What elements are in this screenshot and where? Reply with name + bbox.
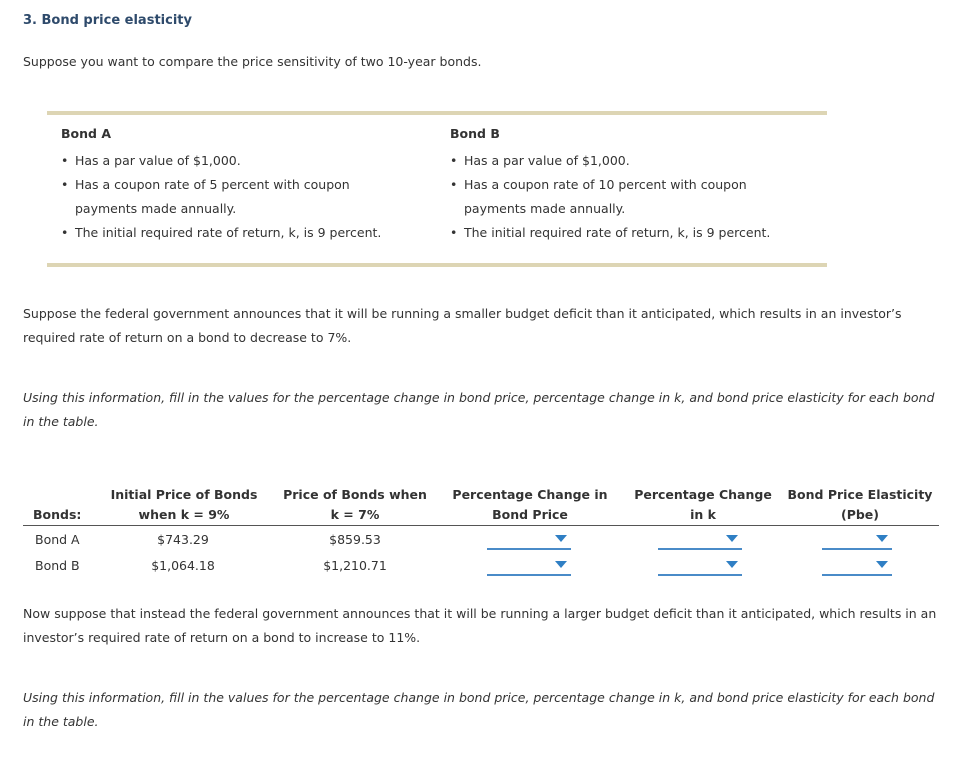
page-title: 3. Bond price elasticity xyxy=(23,13,192,28)
instruction-1-text: Using this information, fill in the values for the percentage change in bond price, percentage change in k, and bond price elasticity for each bond in the table. xyxy=(23,390,935,429)
list-item: • Has a coupon rate of 5 percent with coupon payments made annually. xyxy=(61,173,410,221)
row-b-elasticity-dropdown[interactable] xyxy=(822,558,892,576)
bond-b-panel xyxy=(450,126,810,245)
header-pct-change-k: Percentage Change in k xyxy=(634,487,772,522)
list-item: • The initial required rate of return, k, is 9 percent. xyxy=(61,221,421,245)
row-a-pct-change-price-dropdown[interactable] xyxy=(487,532,571,550)
bullet-icon: • xyxy=(450,153,458,168)
row-a-initial-price: $743.29 xyxy=(157,532,209,547)
row-a-pct-change-k-dropdown[interactable] xyxy=(658,532,742,550)
caret-down-icon xyxy=(726,561,738,568)
intro-text: Suppose you want to compare the price sensitivity of two 10-year bonds. xyxy=(23,54,482,69)
row-a-elasticity-dropdown[interactable] xyxy=(822,532,892,550)
header-bonds: Bonds: xyxy=(33,507,82,522)
bullet-icon: • xyxy=(61,153,69,168)
scenario-2-text: Now suppose that instead the federal government announces that it will be running a larger budget deficit than it anticipated, which results in an investor’s required rate of return on a bond to increase to 11%. xyxy=(23,606,937,645)
bond-a-panel xyxy=(61,126,421,245)
scenario-1-text: Suppose the federal government announces that it will be running a smaller budget deficit than it anticipated, which results in an investor’s required rate of return on a bond to decrease to 7%. xyxy=(23,306,902,345)
row-a-new-price: $859.53 xyxy=(329,532,381,547)
row-b-new-price: $1,210.71 xyxy=(323,558,387,573)
header-price-when: Price of Bonds when k = 7% xyxy=(283,487,427,522)
box-bottom-rule xyxy=(47,263,827,267)
header-initial-price: Initial Price of Bonds when k = 9% xyxy=(110,487,258,522)
caret-down-icon xyxy=(555,535,567,542)
list-item: • The initial required rate of return, k, is 9 percent. xyxy=(450,221,810,245)
caret-down-icon xyxy=(726,535,738,542)
instruction-2-text: Using this information, fill in the values for the percentage change in bond price, percentage change in k, and bond price elasticity for each bond in the table. xyxy=(23,690,935,729)
table-header-rule xyxy=(23,525,939,526)
box-top-rule xyxy=(47,111,827,115)
caret-down-icon xyxy=(555,561,567,568)
header-elasticity: Bond Price Elasticity (Pbe) xyxy=(787,487,933,522)
list-item: • Has a coupon rate of 10 percent with coupon payments made annually. xyxy=(450,173,809,221)
bullet-icon: • xyxy=(450,225,458,240)
caret-down-icon xyxy=(876,561,888,568)
bullet-icon: • xyxy=(61,225,69,240)
bullet-icon: • xyxy=(61,177,69,192)
bond-a-heading: Bond A xyxy=(61,126,111,141)
caret-down-icon xyxy=(876,535,888,542)
header-pct-change-price: Percentage Change in Bond Price xyxy=(452,487,608,522)
row-b-pct-change-price-dropdown[interactable] xyxy=(487,558,571,576)
bullet-icon: • xyxy=(450,177,458,192)
row-a-bond: Bond A xyxy=(35,532,80,547)
bond-b-heading: Bond B xyxy=(450,126,500,141)
row-b-bond: Bond B xyxy=(35,558,80,573)
row-b-initial-price: $1,064.18 xyxy=(151,558,215,573)
list-item: • Has a par value of $1,000. xyxy=(61,149,421,173)
list-item: • Has a par value of $1,000. xyxy=(450,149,810,173)
row-b-pct-change-k-dropdown[interactable] xyxy=(658,558,742,576)
